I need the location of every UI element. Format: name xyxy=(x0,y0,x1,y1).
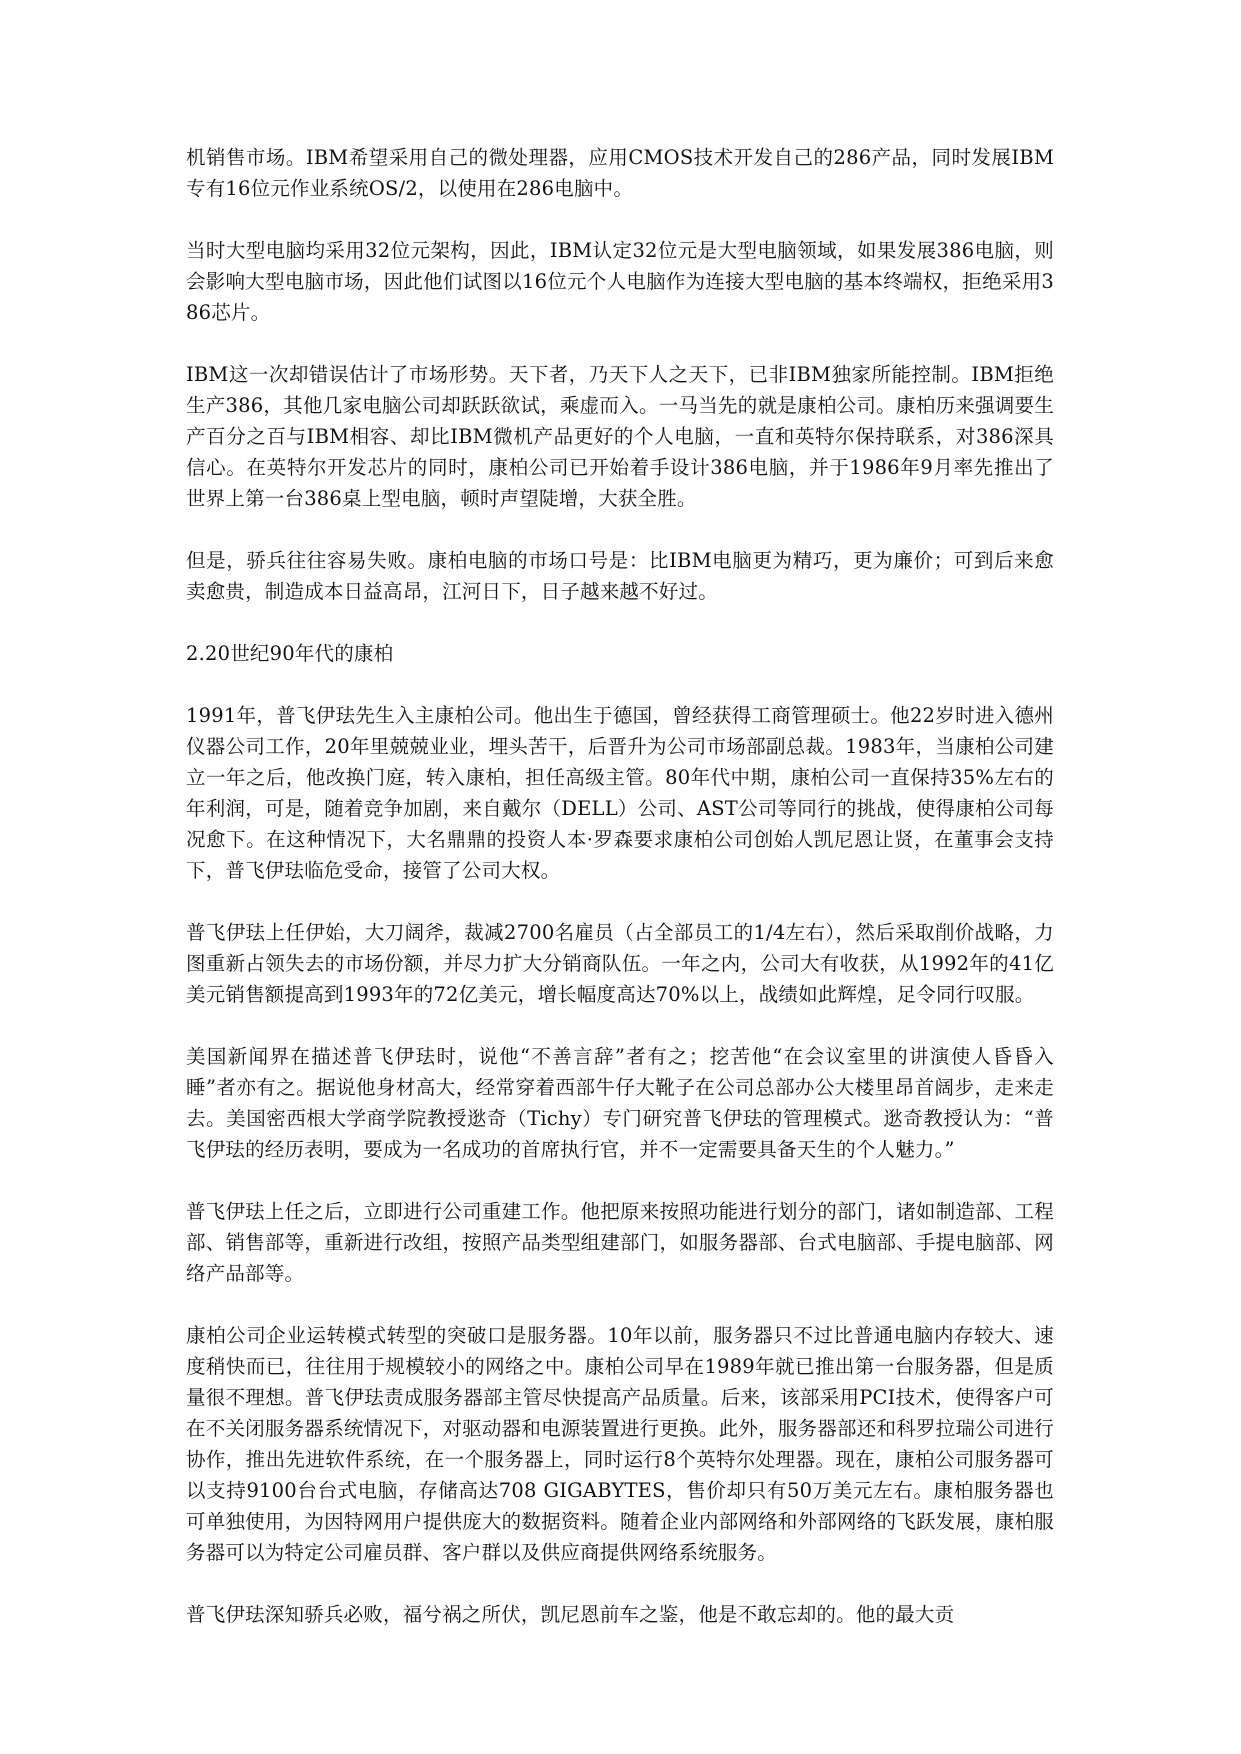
paragraph: 普飞伊珐上任伊始，大刀阔斧，裁减2700名雇员（占全部员工的1/4左右），然后采取削价战略，力图重新占领失去的市场份额，并尽力扩大分销商队伍。一年之内，公司大有收获，从1992年的41亿美元销售额提高到1993年的72亿美元，增长幅度高达70%以上，战绩如此辉煌，足令同行叹服。 xyxy=(186,921,1054,1006)
section-heading: 2.20世纪90年代的康柏 xyxy=(186,642,394,665)
paragraph: IBM这一次却错误估计了市场形势。天下者，乃天下人之天下，已非IBM独家所能控制。IBM拒绝生产386，其他几家电脑公司却跃跃欲试，乘虚而入。一马当先的就是康柏公司。康柏历来强调要生产百分之百与IBM相容、却比IBM微机产品更好的个人电脑，一直和英特尔保持联系，对386深具信心。在英特尔开发芯片的同时，康柏公司已开始着手设计386电脑，并于1986年9月率先推出了世界上第一台386桌上型电脑，顿时声望陡增，大获全胜。 xyxy=(186,363,1054,510)
document-body xyxy=(186,142,1054,1661)
paragraph: 康柏公司企业运转模式转型的突破口是服务器。10年以前，服务器只不过比普通电脑内存较大、速度稍快而已，往往用于规模较小的网络之中。康柏公司早在1989年就已推出第一台服务器，但是质量很不理想。普飞伊珐责成服务器部主管尽快提高产品质量。后来，该部采用PCI技术，使得客户可在不关闭服务器系统情况下，对驱动器和电源装置进行更换。此外，服务器部还和科罗拉瑞公司进行协作，推出先进软件系统，在一个服务器上，同时运行8个英特尔处理器。现在，康柏公司服务器可以支持9100台台式电脑，存储高达708 GIGABYTES，售价却只有50万美元左右。康柏服务器也可单独使用，为因特网用户提供庞大的数据资料。随着企业内部网络和外部网络的飞跃发展，康柏服务器可以为特定公司雇员群、客户群以及供应商提供网络系统服务。 xyxy=(186,1324,1054,1564)
paragraph: 美国新闻界在描述普飞伊珐时，说他“不善言辞”者有之；挖苦他“在会议室里的讲演使人昏昏入睡”者亦有之。据说他身材高大，经常穿着西部牛仔大靴子在公司总部办公大楼里昂首阔步，走来走去。美国密西根大学商学院教授逖奇（Tichy）专门研究普飞伊珐的管理模式。逖奇教授认为：“普飞伊珐的经历表明，要成为一名成功的首席执行官，并不一定需要具备天生的个人魅力。” xyxy=(186,1045,1054,1161)
paragraph: 机销售市场。IBM希望采用自己的微处理器，应用CMOS技术开发自己的286产品，同时发展IBM专有16位元作业系统OS/2，以使用在286电脑中。 xyxy=(186,146,1054,200)
paragraph: 但是，骄兵往往容易失败。康柏电脑的市场口号是：比IBM电脑更为精巧，更为廉价；可到后来愈卖愈贵，制造成本日益高昂，江河日下，日子越来越不好过。 xyxy=(186,549,1054,603)
paragraph: 普飞伊珐深知骄兵必败，福兮祸之所伏，凯尼恩前车之鉴，他是不敢忘却的。他的最大贡 xyxy=(186,1603,955,1626)
paragraph: 当时大型电脑均采用32位元架构，因此，IBM认定32位元是大型电脑领域，如果发展386电脑，则会影响大型电脑市场，因此他们试图以16位元个人电脑作为连接大型电脑的基本终端权，拒绝采用386芯片。 xyxy=(186,239,1054,324)
paragraph: 普飞伊珐上任之后，立即进行公司重建工作。他把原来按照功能进行划分的部门，诸如制造部、工程部、销售部等，重新进行改组，按照产品类型组建部门，如服务器部、台式电脑部、手提电脑部、网络产品部等。 xyxy=(186,1200,1054,1285)
paragraph: 1991年，普飞伊珐先生入主康柏公司。他出生于德国，曾经获得工商管理硕士。他22岁时进入德州仪器公司工作，20年里兢兢业业，埋头苦干，后晋升为公司市场部副总裁。1983年，当康柏公司建立一年之后，他改换门庭，转入康柏，担任高级主管。80年代中期，康柏公司一直保持35%左右的年利润，可是，随着竞争加剧，来自戴尔（DELL）公司、AST公司等同行的挑战，使得康柏公司每况愈下。在这种情况下，大名鼎鼎的投资人本·罗森要求康柏公司创始人凯尼恩让贤，在董事会支持下，普飞伊珐临危受命，接管了公司大权。 xyxy=(186,704,1054,882)
